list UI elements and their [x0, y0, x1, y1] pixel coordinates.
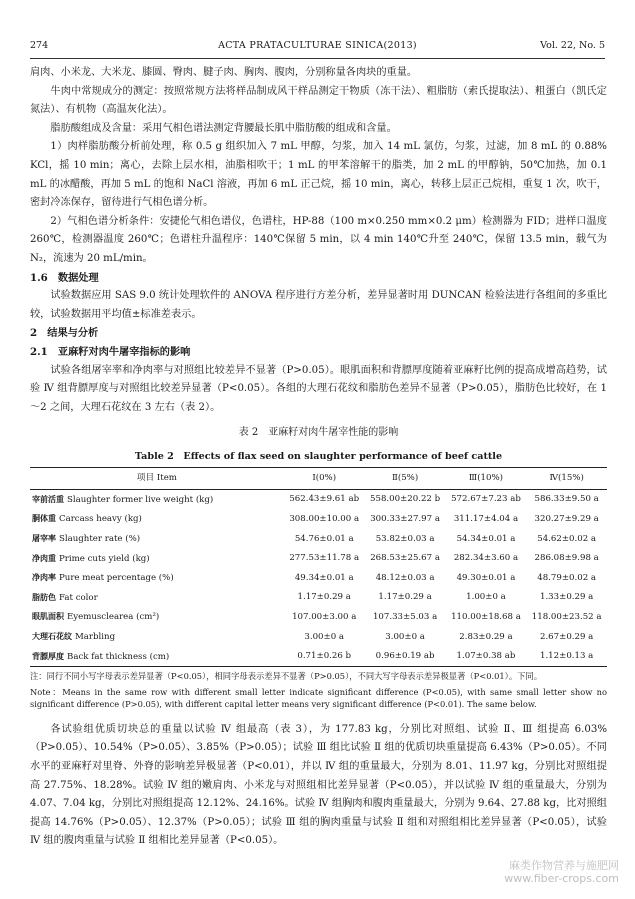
table-row [30, 529, 607, 549]
table-cell: 308.00±10.00 a [289, 513, 360, 524]
paragraph-cut-weights: 各试验组优质切块总的重量以试验 Ⅳ 组最高（表 3），为 177.83 kg，分别比对照组、试验 Ⅱ、Ⅲ 组提高 6.03%（P>0.05）、10.54%（P>0.05）、3.85%（P>0.05）；试验 Ⅲ 组比试验 Ⅱ 组的优质切块重量提高 6.43%（P>0.05）。不同水平的亚麻籽对里脊、外脊的影响差异极显著（P<0.01），并以 Ⅳ 组的重量最大，分别为 8.01、11.97 kg，分别比对照组提高 27.75%、18.28%。试验 Ⅳ 组的嫩肩肉、小米龙与对照组相比差异显著（P<0.05），并以试验 Ⅳ 组的重量最大，分别为 4.07、7.04 kg，分别比对照组提高 12.12%、24.16%。试验 Ⅳ 组胸肉和腹肉重量最大，分别为 9.64、27.88 kg，比对照组提高 14.76%（P>0.05）、12.37%（P>0.05）；试验 Ⅲ 组的胸肉重量与试验 Ⅱ 组和对照组相比差异显著（P<0.05），试验 Ⅳ 组的腹肉重量与试验 Ⅱ 组相比差异显著（P<0.05）。 [30, 723, 607, 847]
article-body [30, 64, 607, 851]
paragraph-pretreatment: 1）肉样脂肪酸分析前处理，称 0.5 g 组织加入 7 mL 甲醇，匀浆，加入 14 mL 氯仿，匀浆，过滤，加 8 mL 的 0.88% KCl，摇 10 min；离心，去除上层水相，油脂相吹干；1 mL 的甲苯溶解干的脂类，加 2 mL 的甲醇钠，50℃加热，加 0.1 mL 的冰醋酸，再加 5 mL 的饱和 NaCl 溶液，再加 6 mL 正己烷，摇 10 min，离心，转移上层正己烷相，重复 1 次，吹干，密封冷冻保存，留待进行气相色谱分析。 [30, 141, 607, 209]
table-cell: 49.30±0.01 a [456, 572, 516, 583]
running-header [30, 40, 605, 54]
table-cell: 277.53±11.78 a [289, 553, 360, 564]
table-row [30, 627, 607, 647]
table-cell: 572.67±7.23 ab [451, 494, 521, 505]
heading-2-1: 2.1 亚麻籽对肉牛屠宰指标的影响 [30, 345, 191, 358]
table-cell: 282.34±3.60 a [453, 553, 519, 564]
table-cell: 54.34±0.01 a [456, 533, 516, 544]
table-row [30, 607, 607, 627]
table-cell: 311.17±4.04 a [453, 513, 519, 524]
row-label-cn: 背膘厚度 [32, 650, 64, 661]
table-cell: 49.34±0.01 a [294, 572, 354, 583]
table-row [30, 647, 607, 667]
table-cell: 2.83±0.29 a [459, 631, 513, 642]
row-label-cn: 大理石花纹 [32, 631, 72, 642]
row-label-en: Eyemusclearea (cm²) [67, 612, 160, 623]
paragraph-cuts: 肩肉、小米龙、大米龙、膝圆、臀肉、腱子肉、胸肉、腹肉，分别称量各肉块的重量。 [30, 67, 418, 78]
watermark [504, 859, 619, 885]
table-cell: 0.71±0.26 b [284, 647, 365, 667]
table-note-en: Note：Means in the same row with different small letter indicate significant difference (P<0.05), with same small letter show no significant difference (P>0.05), with different capital letter means very significant difference (P<0.01). The same below. [30, 686, 607, 710]
table-cell: 1.33±0.29 a [539, 592, 594, 603]
table-cell: 48.79±0.02 a [537, 572, 597, 583]
row-label-en: Slaughter rate (%) [59, 534, 141, 545]
table-cell: 562.43±9.61 ab [289, 494, 360, 505]
paragraph-composition: 牛肉中常规成分的测定：按照常规方法将样品制成风干样品测定干物质（冻干法）、粗脂肪（索氏提取法）、粗蛋白（凯氏定氮法）、有机物（高温灰化法）。 [30, 85, 607, 116]
table-row [30, 489, 607, 509]
table-cell: 1.07±0.38 ab [446, 647, 527, 667]
table-cell: 2.67±0.29 a [539, 631, 594, 642]
column-header-group-1: Ⅰ(0%) [284, 468, 365, 490]
row-label-cn: 屠宰率 [32, 533, 56, 544]
table-cell: 0.96±0.19 ab [365, 647, 446, 667]
table-row [30, 549, 607, 569]
row-label-cn: 宰前活重 [32, 493, 64, 504]
column-header-group-4: Ⅳ(15%) [526, 468, 607, 490]
table-cell: 107.00±3.00 a [292, 611, 357, 622]
row-label-cn: 眼肌面积 [32, 611, 64, 622]
paragraph-slaughter-results: 试验各组屠宰率和净肉率与对照组比较差异不显著（P>0.05）。眼肌面积和背膘厚度随着亚麻籽比例的提高成增高趋势，试验 Ⅳ 组背膘厚度与对照组比较差异显著（P<0.05）。各组的大理石花纹和脂肪色差异不显著（P>0.05），脂肪色比较好，在 1～2 之间，大理石花纹在 3 左右（表 2）。 [30, 364, 607, 413]
table-cell: 268.53±25.67 a [370, 553, 440, 564]
table-cell: 110.00±18.68 a [451, 611, 521, 622]
table-cell: 586.33±9.50 a [534, 494, 599, 505]
row-label-cn: 胴体重 [32, 513, 56, 524]
table-cell: 53.82±0.03 a [375, 533, 435, 544]
table-row [30, 509, 607, 529]
table-cell: 1.17±0.29 a [378, 592, 432, 603]
row-label-en: Pure meat percentage (%) [59, 573, 174, 584]
table-cell: 3.00±0 a [385, 631, 425, 642]
header-rule [30, 58, 605, 59]
volume-issue: Vol. 22, No. 5 [540, 40, 605, 51]
table-cell: 118.00±23.52 a [531, 611, 602, 622]
table-header-row [30, 468, 607, 490]
table-cell: 1.17±0.29 a [297, 592, 351, 603]
table-cell: 3.00±0 a [304, 631, 345, 642]
column-header-group-3: Ⅲ(10%) [446, 468, 527, 490]
column-header-item: 项目 Item [30, 468, 284, 490]
table-row [30, 588, 607, 608]
paragraph-fatty-acid: 脂肪酸组成及含量：采用气相色谱法测定背腰最长肌中脂肪酸的组成和含量。 [50, 122, 397, 134]
table-cell: 48.12±0.03 a [375, 572, 435, 583]
row-label-en: Slaughter former live weight (kg) [67, 494, 214, 505]
slaughter-table [30, 467, 607, 667]
table-cell: 107.33±5.03 a [372, 611, 438, 622]
table-cell: 54.76±0.01 a [294, 533, 354, 544]
row-label-en: Fat color [59, 592, 98, 603]
table-row [30, 568, 607, 588]
row-label-cn: 净肉重 [32, 552, 56, 563]
journal-name: ACTA PRATACULTURAE SINICA(2013) [218, 40, 417, 51]
table-cell: 1.12±0.13 a [526, 647, 607, 667]
watermark-cn: 麻类作物营养与施肥网 [509, 859, 619, 872]
page-number: 274 [30, 40, 49, 51]
column-header-group-2: Ⅱ(5%) [365, 468, 446, 490]
row-label-cn: 净肉率 [32, 572, 56, 583]
table-caption-cn: 表 2 亚麻籽对肉牛屠宰性能的影响 [238, 427, 399, 439]
table-cell: 54.62±0.02 a [537, 533, 597, 544]
heading-1-6: 1.6 数据处理 [30, 271, 99, 284]
table-note-cn: 注：同行不同小写字母表示差异显著（P<0.05），相同字母表示差异不显著（P>0.05），不同大写字母表示差异极显著（P<0.01）。下同。 [30, 671, 543, 682]
row-label-en: Back fat thickness (cm) [67, 651, 170, 662]
watermark-url: www.fiber-crops.com [504, 872, 619, 885]
row-label-cn: 脂肪色 [32, 591, 56, 602]
heading-2: 2 结果与分析 [30, 327, 99, 340]
paragraph-gc-conditions: 2）气相色谱分析条件：安捷伦气相色谱仪，色谱柱，HP-88（100 m×0.250 mm×0.2 μm）检测器为 FID；进样口温度 260℃，检测器温度 260℃；色谱柱升温程序：140℃保留 5 min，以 4 min 140℃升至 240℃，保留 13.5 min，载气为 N₂，流速为 20 mL/min。 [30, 215, 607, 264]
table-cell: 286.08±9.98 a [534, 553, 599, 564]
row-label-en: Carcass heavy (kg) [59, 514, 142, 525]
table-caption-en: Table 2 Effects of flax seed on slaughter performance of beef cattle [134, 451, 503, 463]
row-label-en: Prime cuts yield (kg) [59, 553, 150, 564]
table-cell: 558.00±20.22 b [370, 494, 441, 505]
table-cell: 1.00±0 a [466, 592, 506, 603]
row-label-en: Marbling [75, 632, 116, 643]
paragraph-data-processing: 试验数据应用 SAS 9.0 统计处理软件的 ANOVA 程序进行方差分析，差异显著时用 DUNCAN 检验法进行各组间的多重比较，试验数据用平均值±标准差表示。 [30, 290, 607, 320]
table-cell: 300.33±27.97 a [370, 513, 440, 524]
table-cell: 320.27±9.29 a [534, 513, 599, 524]
